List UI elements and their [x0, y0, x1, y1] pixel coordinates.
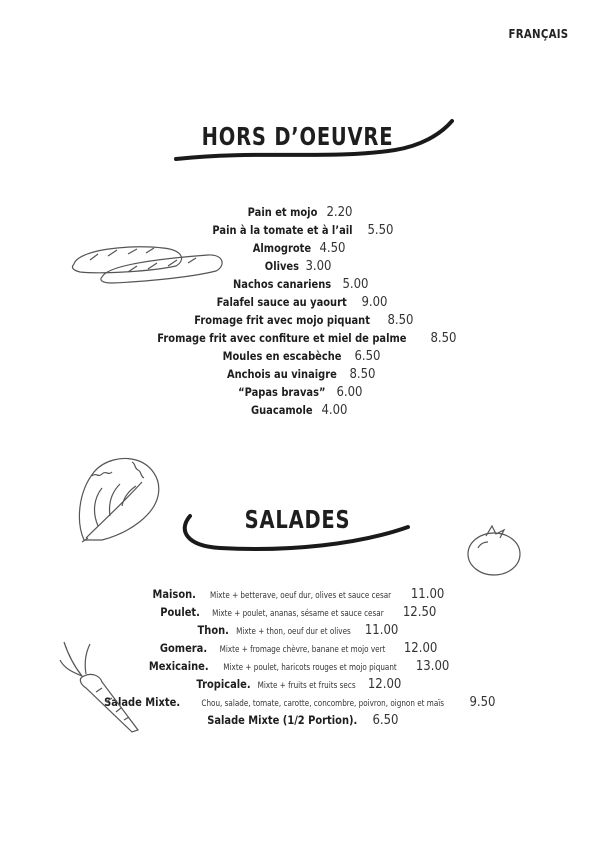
- menu-item-name: Anchois au vinaigre: [227, 367, 337, 381]
- menu-item-price: 12.00: [403, 641, 438, 656]
- menu-item-name: Salade Mixte (1/2 Portion).: [206, 713, 358, 727]
- menu-item-price: 3.00: [305, 259, 332, 274]
- menu-item: [0, 347, 595, 365]
- menu-item-price: 4.00: [321, 403, 348, 418]
- menu-item-name: Poulet.: [160, 605, 200, 619]
- menu-item-name: Almogrote: [252, 241, 312, 255]
- tomato-illustration: [464, 520, 528, 578]
- menu-item: [0, 293, 595, 311]
- menu-item-price: 6.50: [372, 713, 399, 728]
- menu-item-description: Chou, salade, tomate, carotte, concombre, poivron, oignon et maïs: [201, 699, 445, 709]
- menu-item-price: 5.50: [366, 223, 394, 238]
- menu-item: [0, 203, 595, 221]
- menu-item-name: Fromage frit avec confiture et miel de palme: [157, 331, 407, 345]
- menu-item: [0, 329, 595, 347]
- menu-item: [0, 585, 595, 603]
- menu-item-price: 9.50: [469, 695, 496, 710]
- hors-doeuvre-list: [0, 203, 595, 419]
- menu-item-name: Fromage frit avec mojo piquant: [194, 313, 370, 327]
- menu-item-price: 11.00: [364, 623, 398, 638]
- menu-item-price: 4.50: [319, 241, 346, 256]
- menu-item: [0, 383, 595, 401]
- menu-item-name: Gomera.: [159, 641, 207, 655]
- menu-item-description: Mixte + poulet, haricots rouges et mojo piquant: [222, 663, 397, 673]
- menu-item: [0, 621, 595, 639]
- menu-item-price: 12.50: [402, 605, 437, 620]
- menu-item-price: 12.00: [367, 677, 402, 692]
- menu-item-price: 8.50: [387, 313, 414, 328]
- menu-item-description: Mixte + thon, oeuf dur et olives: [235, 627, 351, 637]
- menu-item-name: “Papas bravas”: [238, 385, 326, 399]
- menu-item-name: Olives: [264, 259, 300, 273]
- menu-item-price: 13.00: [415, 659, 450, 674]
- menu-item-name: Maison.: [152, 587, 197, 601]
- menu-item-price: 8.50: [349, 367, 376, 382]
- bread-illustration: [68, 240, 228, 290]
- menu-item-name: Salade Mixte.: [104, 695, 181, 709]
- lettuce-illustration: [72, 452, 167, 547]
- menu-item-name: Pain et mojo: [247, 205, 317, 219]
- menu-item-name: Guacamole: [251, 403, 313, 417]
- menu-item-name: Nachos canariens: [232, 277, 332, 291]
- menu-item-name: Mexicaine.: [148, 659, 209, 673]
- menu-item-description: Mixte + fromage chèvre, banane et mojo vert: [219, 645, 386, 655]
- menu-item: [0, 603, 595, 621]
- menu-item: [0, 365, 595, 383]
- menu-item-description: Mixte + poulet, ananas, sésame et sauce cesar: [212, 609, 384, 619]
- menu-item: [0, 221, 595, 239]
- menu-item-price: 11.00: [410, 587, 445, 602]
- menu-item-price: 5.00: [342, 277, 369, 292]
- salades-title: SALADES: [244, 505, 351, 534]
- menu-item-price: 6.00: [336, 385, 363, 400]
- menu-item-price: 2.20: [325, 205, 353, 220]
- menu-item-price: 6.50: [354, 349, 381, 364]
- menu-item-name: Thon.: [197, 623, 230, 637]
- menu-item: [0, 401, 595, 419]
- hors-doeuvre-title: HORS D’OEUVRE: [201, 122, 394, 151]
- menu-item-description: Mixte + betterave, oeuf dur, olives et sauce cesar: [209, 591, 391, 601]
- menu-item-name: Pain à la tomate et à l’ail: [211, 223, 353, 237]
- menu-item: [0, 311, 595, 329]
- menu-item-name: Tropicale.: [196, 677, 251, 691]
- language-label: FRANÇAIS: [508, 27, 568, 41]
- menu-item-price: 9.00: [361, 295, 388, 310]
- menu-item-name: Falafel sauce au yaourt: [216, 295, 348, 309]
- menu-item-price: 8.50: [430, 331, 457, 346]
- carrot-illustration: [58, 640, 143, 735]
- menu-item-description: Mixte + fruits et fruits secs: [257, 681, 356, 691]
- menu-item-name: Moules en escabèche: [222, 349, 342, 363]
